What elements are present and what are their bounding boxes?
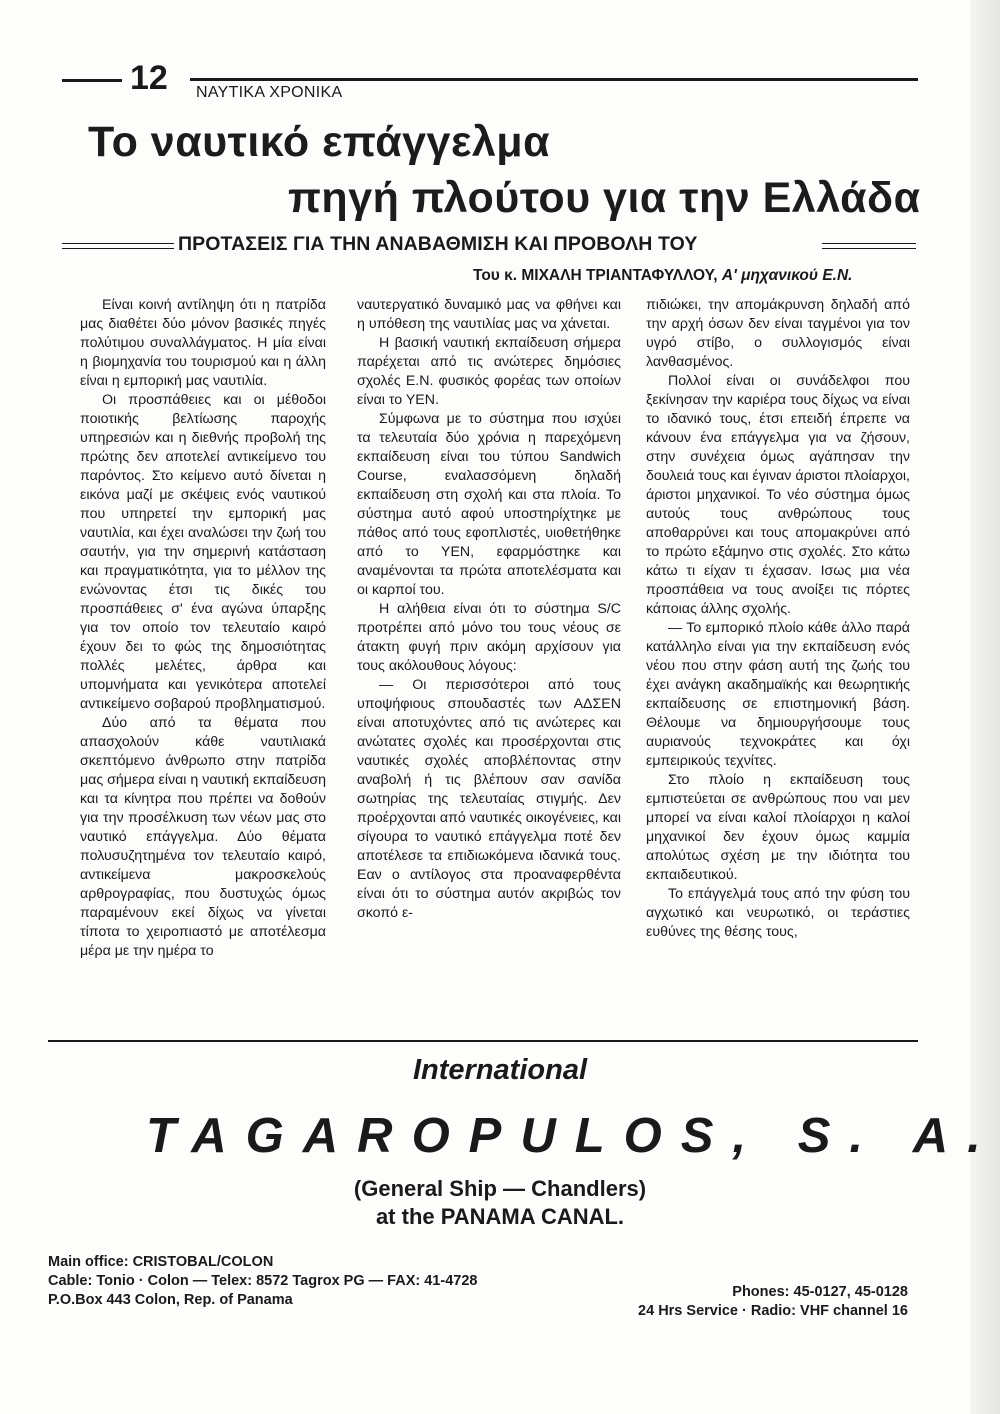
advertisement-rule: [48, 1040, 918, 1042]
paragraph: πιδιώκει, την απομάκρυνση δηλαδή από την αρχή όσων δεν είναι ταγμένοι για τον υγρό στίβο, ο συλλογισμός είναι λανθασμένος.: [646, 297, 910, 370]
paragraph: Σύμφωνα με το σύστημα που ισχύει τα τελευταία δύο χρόνια η παρεχόμενη εκπαίδευση είναι του τύπου Sandwich Course, εναλασσόμενη δηλαδή εκπαίδευση στη σχολή και στα πλοία. Το σύστημα αυτό αφού υποστηρίχτηκε με πάθος από τους εφοπλιστές, υιοθετήθηκε από το ΥΕΝ, εφαρμόστηκε και αναμένονται τα πρώτα αποτελέσματα και οι καρποί του.: [357, 411, 621, 598]
ad-service: 24 Hrs Service · Radio: VHF channel 16: [638, 1303, 908, 1319]
paragraph: Το επάγγελμά τους από την φύση του αγχωτικό και νευρωτικό, οι τεράστιες ευθύνες της θέσης τους,: [646, 886, 910, 940]
article-title-line-1: Το ναυτικό επάγγελμα: [88, 118, 551, 166]
paragraph: Δύο από τα θέματα που απασχολούν κάθε ναυτιλιακά σκεπτόμενο άνθρωπο στην πατρίδα μας σήμερα είναι η ναυτική εκπαίδευση και τα κίνητρα που πρέπει να δοθούν για την προσέλκυση των νέων μας στο ναυτικό επάγγελμα. Δύο θέματα πολυσυζητημένα τον τελευταίο καιρό, αντικείμενα μακροσκελούς αρθρογραφίας, που δυστυχώς όμως παραμένουν εκεί δίχως να γίνεται τίποτα το χειροπιαστό με αποτέλεσμα μέρα με την ημέρα το: [80, 715, 326, 959]
article-column-3: [646, 296, 910, 942]
paragraph: Η αλήθεια είναι ότι το σύστημα S/C προτρέπει από μόνο του τους νέους σε άτακτη φυγή πριν ακόμη αρχίσουν για τους ακόλουθους λόγους:: [357, 601, 621, 674]
paragraph: Είναι κοινή αντίληψη ότι η πατρίδα μας διαθέτει δύο μόνον βασικές πηγές πολύτιμου συναλλάγματος. Η μία είναι η βιομηχανία του τουρισμού και η άλλη είναι η εμπορική μας ναυτιλία.: [80, 297, 326, 389]
ad-cable: Cable: Tonio · Colon — Telex: 8572 Tagrox PG — FAX: 41-4728: [48, 1273, 478, 1289]
paragraph: ναυτεργατικό δυναμικό μας να φθήνει και η υπόθεση της ναυτιλίας μας να χάνεται.: [357, 297, 621, 332]
ad-company-name: TAGAROPULOS, S. A.: [146, 1109, 1000, 1163]
article-column-2: [357, 296, 621, 923]
article-column-1: [80, 296, 326, 961]
ad-tagline: International: [412, 1054, 587, 1086]
paragraph: Στο πλοίο η εκπαίδευση τους εμπιστεύεται σε ανθρώπους που ναι μεν μπορεί να είναι καλοί πλοίαρχοι η καλοί μηχανικοί δεν έχουν όμως καμμία απολύτως σχέση με την ιδιότητα του εκπαιδευτικού.: [646, 772, 910, 883]
subtitle-rule-right: [822, 243, 916, 249]
paragraph: Οι προσπάθειες και οι μέθοδοι ποιοτικής βελτίωσης παροχής υπηρεσιών και η διεθνής προβολή της πρώτης δεν αποτελεί αντικείμενο του παρόντος. Στο κείμενο αυτό δίνεται η εικόνα μαζί με σκέψεις ενός ναυτικού που υπηρετεί την εμπορική μας ναυτιλία, και έχει αναλώσει την ζωή του σαυτήν, για την σημερινή κατάσταση και πραγματικότητα, για το μέλλον της ενώνοντας έτσι τις δικές του προσπάθειες σ' ένα αγώνα ύπαρξης για τον οποίο τον τελευταίο καιρό έχουν δει το φώς της δημοσιότητας πολλές μελέτες, άρθρα και υπομνήματα και γενικότερα αποτελεί αντικείμενο σοβαρού προβληματισμού.: [80, 392, 326, 712]
article-subtitle: ΠΡΟΤΑΣΕΙΣ ΓΙΑ ΤΗΝ ΑΝΑΒΑΘΜΙΣΗ ΚΑΙ ΠΡΟΒΟΛΗ ΤΟΥ: [178, 233, 698, 255]
paragraph: — Το εμπορικό πλοίο κάθε άλλο παρά κατάλληλο είναι για την εκπαίδευση ενός νέου που στην φάση αυτή της ζωής του έχει ανάγκη ακαδημαϊκής και θεωρητικής εκπαίδευσης σε επιστημονική βάση. Θέλουμε να δημιουργήσουμε τους αυριανούς τεχνοκράτες και όχι εμπειρικούς τεχνίτες.: [646, 620, 910, 769]
article-byline: [473, 267, 852, 285]
article-title-line-2: πηγή πλούτου για την Ελλάδα: [288, 174, 921, 222]
header-rule-left: [62, 79, 122, 82]
ad-phones: Phones: 45-0127, 45-0128: [732, 1284, 908, 1300]
ad-main-office: Main office: CRISTOBAL/COLON: [48, 1254, 274, 1270]
ad-description-line-1: (General Ship — Chandlers): [353, 1176, 647, 1201]
paragraph: — Οι περισσότεροι από τους υποψήφιους σπουδαστές των ΑΔΣΕΝ είναι αποτυχόντες από τις ανώτερες και ανώτατες σχολές και προσέρχονται στις ναυτικές σχολές αποβλέποντας στην αναβολή ή τις βλέπουν σαν σανίδα σωτηρίας της τελευταίας στιγμής. Δεν προέρχονται από ναυτικές οικογένειες, και σίγουρα το ναυτικό επάγγελμα ποτέ δεν αποτέλεσε τα επιδιωκόμενα ιδανικά τους. Εαν ο αντίλογος στα προαναφερθέντα είναι ότι το σύστημα αυτόν ακριβώς τον σκοπό ε-: [357, 677, 621, 921]
ad-contact-block: [48, 1253, 477, 1310]
paragraph: Πολλοί είναι οι συνάδελφοι που ξεκίνησαν την καριέρα τους δίχως να είναι το ιδανικό τους, έτσι επειδή έπρεπε να κάνουν ένα επάγγελμα για να ζήσουν, στην συνέχεια όμως αγάπησαν την δουλειά τους και έγιναν άριστοι πλοίαρχοι, άριστοι μηχανικοί. Το νέο σύστημα όμως αυτούς τους ανθρώπους τους αποθαρρύνει και τους απομακρύνει από το πρώτο εξάμηνο στις σχολές. Στο κάτω κάτω τι είχαν τι έχασαν. Ισως μια νέα προσπάθεια να τους ανοίξει τις πόρτες κάποιας άλλης σχολής.: [646, 373, 910, 617]
ad-po-box: P.O.Box 443 Colon, Rep. of Panama: [48, 1292, 293, 1308]
paragraph: Η βασική ναυτική εκπαίδευση σήμερα παρέχεται από τις ανώτερες δημόσιες σχολές Ε.Ν. φυσικός φορέας των οποίων είναι το ΥΕΝ.: [357, 335, 621, 408]
byline-role: Α' μηχανικού Ε.Ν.: [721, 267, 853, 284]
byline-name: Του κ. ΜΙΧΑΛΗ ΤΡΙΑΝΤΑΦΥΛΛΟΥ,: [473, 267, 718, 284]
subtitle-rule-left: [62, 243, 174, 249]
ad-phone-block: [638, 1283, 908, 1321]
ad-description-line-2: at the PANAMA CANAL.: [375, 1204, 625, 1229]
magazine-name: ΝΑΥΤΙΚΑ ΧΡΟΝΙΚΑ: [196, 84, 343, 101]
header-rule: [190, 78, 918, 81]
page-number: 12: [130, 59, 168, 97]
